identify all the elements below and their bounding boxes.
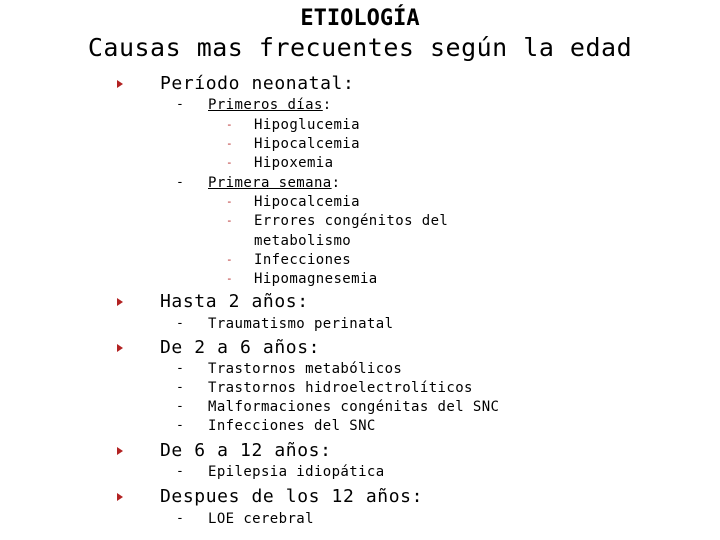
list-item: Errores congénitos del [254,213,449,229]
slide-subtitle: Causas mas frecuentes según la edad [87,33,633,62]
dash-marker: - [176,316,184,331]
section-heading-12-plus: Despues de los 12 años: [160,486,424,507]
dash-marker: - [176,175,184,190]
group-label-text: Primeros días [208,97,323,113]
list-item: Traumatismo perinatal [208,316,394,332]
list-item: Epilepsia idiopática [208,464,385,480]
bullet-icon [117,80,123,88]
section-heading-hasta-2: Hasta 2 años: [160,291,309,312]
slide-title: ETIOLOGÍA [300,6,420,31]
group-label-text: Primera semana [208,175,332,191]
list-item: Malformaciones congénitas del SNC [208,399,500,415]
dash-marker: - [176,418,184,433]
bullet-icon [117,447,123,455]
dash-marker: - [226,118,233,131]
list-item: Trastornos metabólicos [208,361,403,377]
list-item: Hipoglucemia [254,117,360,133]
dash-marker: - [226,156,233,169]
dash-marker: - [176,511,184,526]
dash-marker: - [226,214,233,227]
bullet-icon [117,344,123,352]
dash-marker: - [176,464,184,479]
dash-marker: - [176,380,184,395]
group-label-primeros-dias [208,96,332,114]
list-item: Trastornos hidroelectrolíticos [208,380,473,396]
dash-marker: - [226,272,233,285]
list-item: Hipomagnesemia [254,271,378,287]
section-heading-6-12: De 6 a 12 años: [160,440,332,461]
dash-marker: - [176,97,184,112]
section-heading-2-6: De 2 a 6 años: [160,337,321,358]
list-item: LOE cerebral [208,511,314,527]
group-label-primera-semana [208,174,340,192]
bullet-icon [117,298,123,306]
list-item: Hipocalcemia [254,194,360,210]
dash-marker: - [176,361,184,376]
group-label-suffix: : [331,175,341,191]
list-item: Hipoxemia [254,155,334,171]
list-item: Infecciones del SNC [208,418,376,434]
list-item: Hipocalcemia [254,136,360,152]
bullet-icon [117,493,123,501]
dash-marker: - [176,399,184,414]
list-item: Infecciones [254,252,352,268]
section-heading-neonatal: Período neonatal: [160,73,355,94]
list-item-continuation: metabolismo [254,233,352,249]
dash-marker: - [226,137,233,150]
dash-marker: - [226,195,233,208]
dash-marker: - [226,253,233,266]
group-label-suffix: : [322,97,332,113]
